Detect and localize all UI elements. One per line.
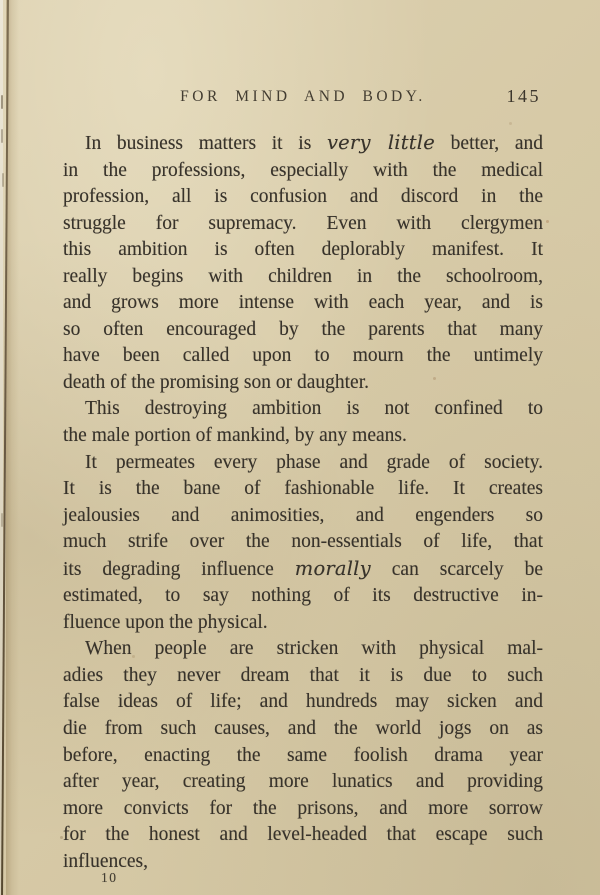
paper-speck	[546, 220, 549, 223]
text-line: fluence upon the physical.	[63, 611, 268, 633]
binding-marks	[1, 95, 3, 109]
text-line: adies they never dream that it is due to such	[63, 664, 543, 686]
text-line: so often encouraged by the parents that many	[63, 318, 543, 340]
text-line: after year, creating more lunatics and providing	[63, 771, 543, 793]
text-line: false ideas of life; and hundreds may sicken and	[63, 691, 543, 713]
text-line: In business matters it is very little better, and	[85, 131, 543, 154]
text-line: in the professions, especially with the medical	[63, 159, 543, 181]
text-line: jealousies and animosities, and engenders so	[63, 504, 543, 526]
text-line: much strife over the non-essentials of life, that	[63, 531, 543, 553]
text-line: death of the promising son or daughter.	[63, 371, 369, 393]
printer-signature: 10	[101, 870, 118, 886]
text-line: and grows more intense with each year, and is	[63, 292, 543, 314]
text-line: have been called upon to mourn the untimely	[63, 345, 543, 367]
text-line: It permeates every phase and grade of society.	[85, 451, 543, 473]
text-line: When people are stricken with physical mal-	[85, 638, 543, 660]
text-line: struggle for supremacy. Even with clergymen	[63, 212, 543, 234]
text-line: its degrading influence morally can scarcely be	[63, 556, 543, 580]
text-line: die from such causes, and the world jogs on as	[63, 718, 543, 740]
text-line: more convicts for the prisons, and more sorrow	[63, 797, 543, 819]
page-content	[63, 88, 543, 886]
text-line: profession, all is confusion and discord in the	[63, 186, 543, 208]
text-line: This destroying ambition is not confined to	[85, 398, 543, 420]
text-line: this ambition is often deplorably manifest. It	[63, 239, 543, 261]
page-header	[63, 88, 543, 110]
text-line: It is the bane of fashionable life. It creates	[63, 478, 543, 500]
body-text	[63, 130, 543, 875]
page-number: 145	[506, 86, 541, 106]
running-title: FOR MIND AND BODY.	[180, 88, 426, 105]
text-line: influences,	[63, 850, 149, 872]
text-line: estimated, to say nothing of its destructive in-	[63, 585, 543, 607]
text-line: for the honest and level-headed that escape such	[63, 824, 543, 846]
text-line: the male portion of mankind, by any means.	[63, 425, 407, 447]
text-line: really begins with children in the schoolroom,	[63, 265, 543, 287]
text-line: before, enacting the same foolish drama year	[63, 744, 543, 766]
